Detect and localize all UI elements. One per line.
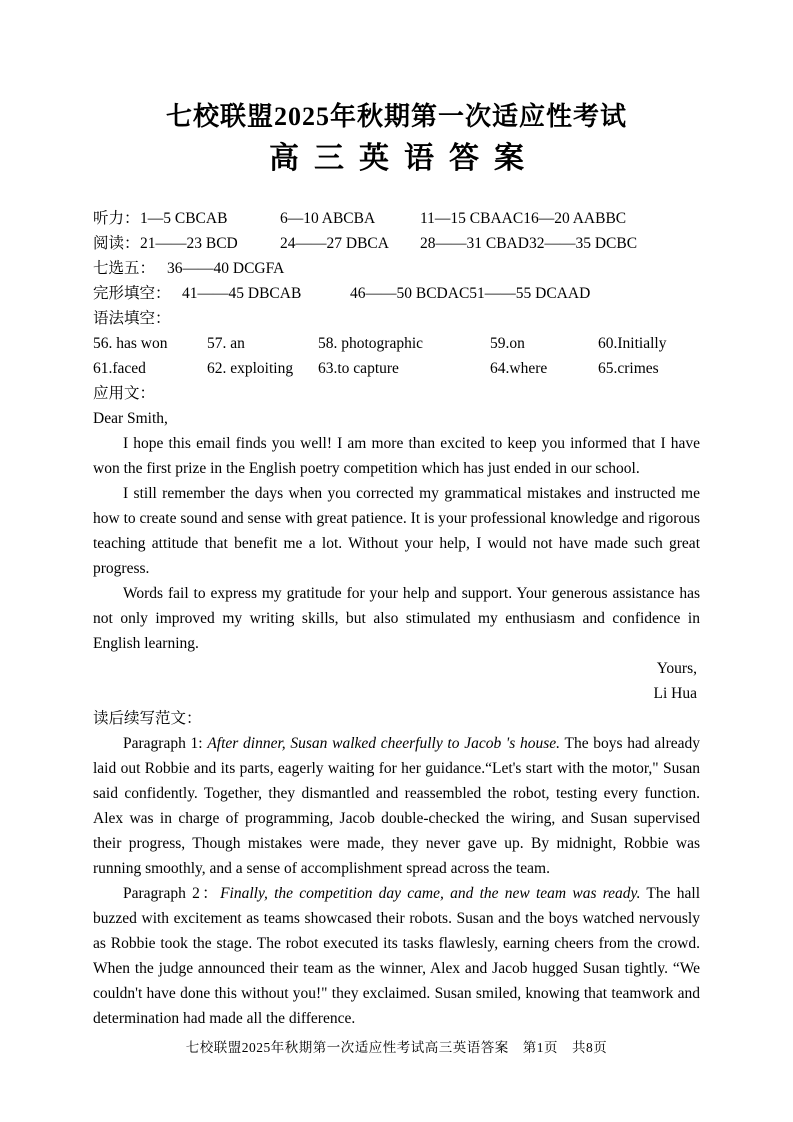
answer-group: 1—5 CBCAB	[140, 210, 228, 227]
paragraph-prefix: Paragraph 2：	[123, 885, 221, 902]
continuation-paragraph-1	[93, 731, 700, 881]
answer-row-seven-choose-five	[93, 256, 700, 281]
document-subtitle: 高三英语答案	[269, 142, 539, 175]
answer-group: 32——35 DCBC	[528, 235, 638, 252]
answer-group: 51——55 DCAAD	[469, 285, 591, 302]
grammar-answer: 63.to capture	[318, 360, 399, 377]
answer-group: 24——27 DBCA	[280, 235, 389, 252]
applied-writing-letter	[93, 406, 700, 706]
answer-group: 11—15 CBAAC	[420, 210, 524, 227]
grammar-answer: 58. photographic	[318, 335, 424, 352]
answer-group: 46——50 BCDAC	[350, 285, 470, 302]
row-label: 完形填空：	[93, 285, 171, 302]
grammar-fill-row-2	[93, 356, 700, 381]
letter-paragraph: I hope this email finds you well! I am more than excited to keep you informed that I have won the first prize in the English poetry competition which has just ended in our school.	[93, 435, 700, 477]
page-footer: 七校联盟2025年秋期第一次适应性考试高三英语答案 第1页 共8页	[185, 1040, 608, 1055]
answer-group: 16—20 AABBC	[523, 210, 627, 227]
italic-lead-sentence: After dinner, Susan walked cheerfully to Jacob 's house.	[207, 735, 561, 752]
paragraph-body: The boys had already laid out Robbie and its parts, eagerly waiting for her guidance.“Let's start with the motor," Susan said confidently. Together, they dismantled and reassembled the robot, testing every function. Alex was in charge of programming, Jacob double-checked the wiring, and Susan supervised their progress, Though mistakes were made, they never gave up. By midnight, Robbie was running smoothly, and a sense of accomplishment spread across the team.	[93, 735, 700, 877]
letter-closing: Yours,	[656, 660, 697, 677]
grammar-answer: 61.faced	[93, 360, 146, 377]
paragraph-body: The hall buzzed with excitement as teams showcased their robots. Susan and the boys watched nervously as Robbie took the stage. The robot executed its tasks flawlesly, earning cheers from the crowd. When the judge announced their team as the winner, Alex and Jacob hugged Susan tightly. “We couldn't have done this without you!" they exclaimed. Susan smiled, knowing that teamwork and determination had made all the difference.	[93, 885, 701, 1027]
italic-lead-sentence: Finally, the competition day came, and the new team was ready.	[220, 885, 641, 902]
grammar-answer: 60.Initially	[598, 335, 667, 352]
letter-paragraph: I still remember the days when you corrected my grammatical mistakes and instructed me how to create sound and sense with great patience. It is your professional knowledge and rigorous teaching attitude that benefit me a lot. Without your help, I would not have made such great progress.	[93, 485, 700, 577]
answer-group: 41——45 DBCAB	[182, 285, 302, 302]
grammar-answer: 57. an	[207, 335, 245, 352]
answer-group: 21——23 BCD	[140, 235, 238, 252]
row-label: 语法填空：	[93, 310, 171, 327]
answer-group: 36——40 DCGFA	[167, 260, 285, 277]
grammar-answer: 59.on	[490, 335, 525, 352]
grammar-answer: 64.where	[490, 360, 548, 377]
answer-group: 28——31 CBAD	[420, 235, 529, 252]
applied-writing-heading: 应用文：	[93, 385, 156, 402]
grammar-answer: 56. has won	[93, 335, 168, 352]
row-label: 阅读：	[93, 235, 140, 252]
answer-key-section	[93, 206, 700, 381]
continuation-writing-heading: 读后续写范文：	[93, 710, 202, 727]
letter-signature: Li Hua	[653, 685, 697, 702]
answer-row-listening	[93, 206, 700, 231]
answer-row-grammar-heading	[93, 306, 700, 331]
row-label: 听力：	[93, 210, 140, 227]
grammar-answer: 62. exploiting	[207, 360, 294, 377]
paragraph-prefix: Paragraph 1:	[123, 735, 208, 752]
document-title: 七校联盟2025年秋期第一次适应性考试	[165, 102, 627, 131]
continuation-paragraph-2	[93, 881, 700, 1031]
answer-row-cloze	[93, 281, 700, 306]
row-label: 七选五：	[93, 260, 156, 277]
grammar-fill-row-1	[93, 331, 700, 356]
answer-group: 6—10 ABCBA	[280, 210, 376, 227]
answer-row-reading	[93, 231, 700, 256]
grammar-answer: 65.crimes	[598, 360, 659, 377]
letter-paragraph: Words fail to express my gratitude for your help and support. Your generous assistance has not only improved my writing skills, but also stimulated my enthusiasm and confidence in English learning.	[93, 585, 700, 652]
letter-salutation: Dear Smith,	[93, 410, 168, 427]
